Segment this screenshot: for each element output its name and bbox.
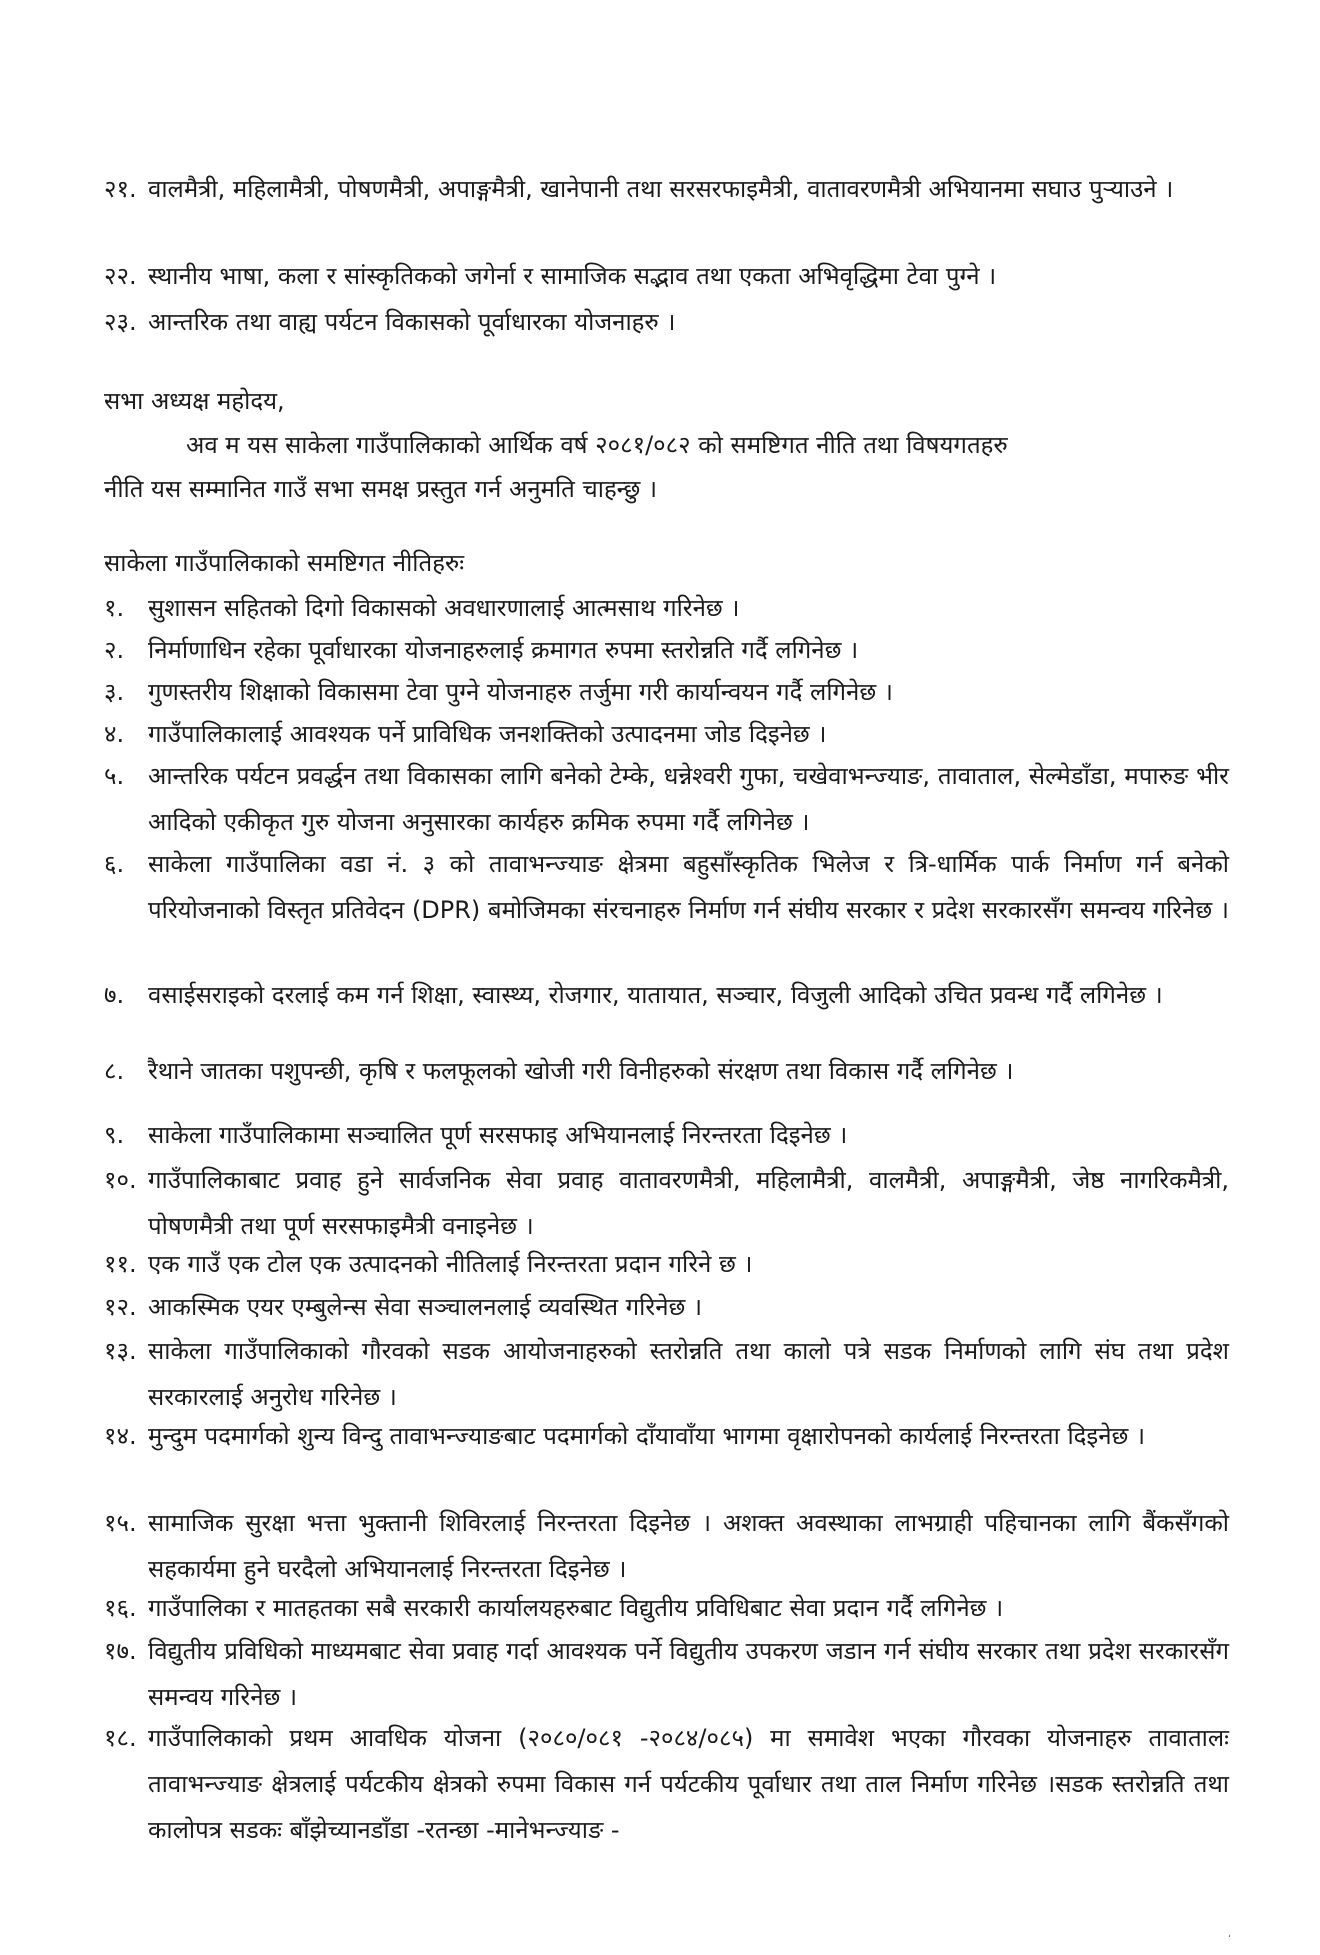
item-text: साकेला गाउँपालिका वडा नं. ३ को तावाभन्ज्याङ क्षेत्रमा बहुसाँस्कृतिक भिलेज र त्रि-धार्मिक पार्क निर्माण गर्न बनेको परियोजनाको विस्तृत प्रतिवेदन (DPR) बमोजिमका संरचनाहरु निर्माण गर्न संघीय सरकार र प्रदेश सरकारसँग समन्वय गरिनेछ ।: [148, 850, 1229, 924]
list-item: [104, 299, 1229, 345]
item-number: १६.: [104, 1594, 137, 1622]
item-number: ७.: [104, 981, 125, 1009]
intro-line-2: नीति यस सम्मानित गाउँ सभा समक्ष प्रस्तुत गर्न अनुमति चाहन्छु ।: [104, 475, 658, 503]
item-text: सुशासन सहितको दिगो विकासको अवधारणालाई आत्मसाथ गरिनेछ ।: [148, 594, 740, 622]
item-text: साकेला गाउँपालिकामा सञ्चालित पूर्ण सरसफाइ अभियानलाई निरन्तरता दिइनेछ ।: [148, 1121, 848, 1149]
policy-item: [104, 1500, 1229, 1592]
item-text: विद्युतीय प्रविधिको माध्यमबाट सेवा प्रवाह गर्दा आवश्यक पर्ने विद्युतीय उपकरण जडान गर्न संघीय सरकार तथा प्रदेश सरकारसँग समन्वय गरिनेछ ।: [148, 1637, 1229, 1711]
item-number: १५.: [104, 1509, 137, 1537]
item-text: वालमैत्री, महिलामैत्री, पोषणमैत्री, अपाङ्गमैत्री, खानेपानी तथा सरसरफाइमैत्री, वातावरणमैत्री अभियानमा सघाउ पुर्‍याउने ।: [148, 175, 1174, 203]
policies-heading: साकेला गाउँपालिकाको समष्टिगत नीतिहरुः: [104, 549, 465, 577]
item-text: गाउँपालिकालाई आवश्यक पर्ने प्राविधिक जनशक्तिको उत्पादनमा जोड दिइनेछ ।: [148, 720, 827, 748]
item-number: ९.: [104, 1121, 125, 1149]
item-number: ३.: [104, 678, 125, 706]
policy-item: [104, 711, 1229, 757]
policy-item: [104, 1413, 1229, 1459]
item-text: वसाईसराइको दरलाई कम गर्न शिक्षा, स्वास्थ्य, रोजगार, यातायात, सञ्चार, विजुली आदिको उचित प्रवन्ध गर्दै लगिनेछ ।: [148, 981, 1163, 1009]
item-number: ८.: [104, 1057, 125, 1085]
item-text: आकस्मिक एयर एम्बुलेन्स सेवा सञ्चालनलाई व्यवस्थित गरिनेछ ।: [148, 1293, 703, 1321]
item-text: गाउँपालिका र मातहतका सबै सरकारी कार्यालयहरुबाट विद्युतीय प्रविधिबाट सेवा प्रदान गर्दै लगिनेछ ।: [148, 1594, 1004, 1622]
policy-item: [104, 1715, 1229, 1853]
item-text: गाउँपालिकाबाट प्रवाह हुने सार्वजनिक सेवा प्रवाह वातावरणमैत्री, महिलामैत्री, वालमैत्री, अपाङ्गमैत्री, जेष्ठ नागरिकमैत्री, पोषणमैत्री तथा पूर्ण सरसफाइमैत्री वनाइनेछ ।: [148, 1166, 1229, 1240]
item-number: ५.: [104, 762, 125, 790]
item-text: गाउँपालिकाको प्रथम आवधिक योजना (२०८०/०८१ -२०८४/०८५) मा समावेश भएका गौरवका योजनाहरु तावातालः तावाभन्ज्याङ क्षेत्रलाई पर्यटकीय क्षेत्रको रुपमा विकास गर्न पर्यटकीय पूर्वाधार तथा ताल निर्माण गरिनेछ ।सडक स्तरोन्नति तथा कालोपत्र सडकः बाँझेच्यानडाँडा -रतन्छा -मानेभन्ज्याङ -: [148, 1724, 1229, 1844]
page-speck: ʻ: [1228, 1934, 1232, 1945]
item-number: १७.: [104, 1637, 137, 1665]
item-number: २.: [104, 636, 125, 664]
item-text: आन्तरिक पर्यटन प्रवर्द्धन तथा विकासका लागि बनेको टेम्के, धन्नेश्वरी गुफा, चखेवाभन्ज्याङ, तावाताल, सेल्मेडाँडा, मपारुङ भीर आदिको एकीकृत गुरु योजना अनुसारका कार्यहरु क्रमिक रुपमा गर्दै लगिनेछ ।: [148, 762, 1229, 836]
policy-item: [104, 753, 1229, 845]
policy-item: [104, 1284, 1229, 1330]
item-number: १४.: [104, 1422, 137, 1450]
item-number: १८.: [104, 1724, 137, 1752]
policy-item: [104, 1241, 1229, 1287]
item-text: साकेला गाउँपालिकाको गौरवको सडक आयोजनाहरुको स्तरोन्नति तथा कालो पत्रे सडक निर्माणको लागि संघ तथा प्रदेश सरकारलाई अनुरोध गरिनेछ ।: [148, 1337, 1229, 1411]
list-item: [104, 253, 1229, 299]
item-number: २३.: [104, 308, 137, 336]
item-text: एक गाउँ एक टोल एक उत्पादनको नीतिलाई निरन्तरता प्रदान गरिने छ ।: [148, 1250, 753, 1278]
policy-item: [104, 1628, 1229, 1720]
item-number: २१.: [104, 175, 137, 203]
item-text: रैथाने जातका पशुपन्छी, कृषि र फलफूलको खोजी गरी विनीहरुको संरक्षण तथा विकास गर्दै लगिनेछ ।: [148, 1057, 1014, 1085]
item-number: १.: [104, 594, 125, 622]
item-number: १२.: [104, 1293, 137, 1321]
item-text: आन्तरिक तथा वाह्य पर्यटन विकासको पूर्वाधारका योजनाहरु ।: [148, 308, 676, 336]
policy-item: [104, 1112, 1229, 1158]
item-text: निर्माणाधिन रहेका पूर्वाधारका योजनाहरुलाई क्रमागत रुपमा स्तरोन्नति गर्दै लगिनेछ ।: [148, 636, 859, 664]
item-number: ४.: [104, 720, 125, 748]
policy-item: [104, 972, 1229, 1018]
policy-item: [104, 627, 1229, 673]
item-number: १३.: [104, 1337, 137, 1365]
item-text: गुणस्तरीय शिक्षाको विकासमा टेवा पुग्ने योजनाहरु तर्जुमा गरी कार्यान्वयन गर्दै लगिनेछ ।: [148, 678, 893, 706]
item-text: मुन्दुम पदमार्गको शुन्य विन्दु तावाभन्ज्याङबाट पदमार्गको दाँयावाँया भागमा वृक्षारोपनको कार्यलाई निरन्तरता दिइनेछ ।: [148, 1422, 1146, 1450]
policy-item: [104, 841, 1229, 933]
item-number: १०.: [104, 1166, 137, 1194]
policy-item: [104, 1585, 1229, 1631]
item-number: ११.: [104, 1250, 137, 1278]
policy-item: [104, 1157, 1229, 1249]
policy-item: [104, 1048, 1229, 1094]
item-number: ६.: [104, 850, 125, 878]
list-item: [104, 166, 1229, 212]
salutation: सभा अध्यक्ष महोदय,: [104, 387, 285, 415]
item-text: स्थानीय भाषा, कला र सांस्कृतिकको जगेर्ना र सामाजिक सद्भाव तथा एकता अभिवृद्धिमा टेवा पुग्ने ।: [148, 262, 997, 290]
item-number: २२.: [104, 262, 137, 290]
policy-item: [104, 585, 1229, 631]
policy-item: [104, 1328, 1229, 1420]
intro-line-1: अव म यस साकेला गाउँपालिकाको आर्थिक वर्ष २०८१/०८२ को समष्टिगत नीति तथा विषयगतहरु: [186, 431, 1008, 459]
policy-item: [104, 669, 1229, 715]
item-text: सामाजिक सुरक्षा भत्ता भुक्तानी शिविरलाई निरन्तरता दिइनेछ । अशक्त अवस्थाका लाभग्राही पहिचानका लागि बैंकसँगको सहकार्यमा हुने घरदैलो अभियानलाई निरन्तरता दिइनेछ ।: [148, 1509, 1229, 1583]
